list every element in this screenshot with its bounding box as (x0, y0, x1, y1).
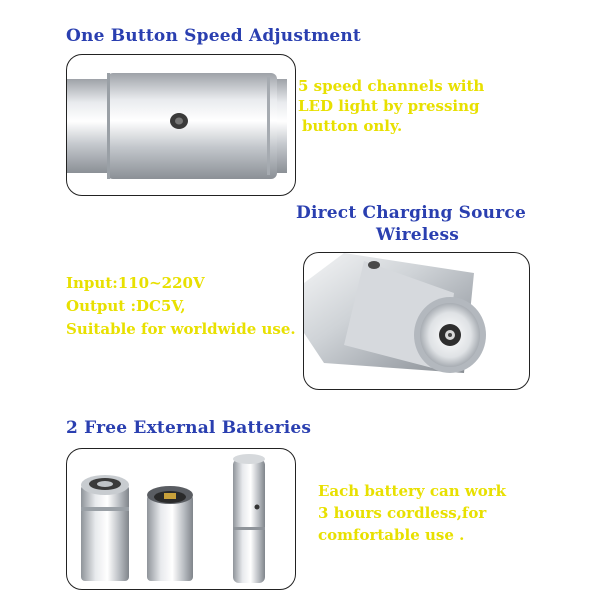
charging-port-photo-frame (303, 252, 530, 390)
description-line: comfortable use . (318, 526, 465, 544)
section2-specs (66, 272, 296, 341)
description-line: Each battery can work (318, 482, 507, 500)
section3-description (318, 480, 506, 546)
section2-title-line: Wireless (376, 225, 460, 245)
external-batteries-image (67, 449, 295, 589)
description-line: 3 hours cordless,for (318, 504, 487, 522)
section3-title: 2 Free External Batteries (66, 418, 312, 438)
description-line: button only. (302, 117, 403, 135)
handpiece-speed-button-image (67, 55, 295, 195)
description-line: LED light by pressing (298, 97, 480, 115)
section2-title (296, 202, 526, 246)
speed-button-photo-frame (66, 54, 296, 196)
spec-input: Input:110~220V (66, 274, 205, 292)
section2-title-line: Direct Charging Source (296, 203, 526, 223)
spec-output: Output :DC5V, (66, 297, 186, 315)
section1-description (298, 76, 484, 136)
section1-title: One Button Speed Adjustment (66, 26, 361, 46)
spec-worldwide: Suitable for worldwide use. (66, 320, 296, 338)
handpiece-charging-port-image (304, 253, 529, 389)
description-line: 5 speed channels with (298, 77, 485, 95)
batteries-photo-frame (66, 448, 296, 590)
